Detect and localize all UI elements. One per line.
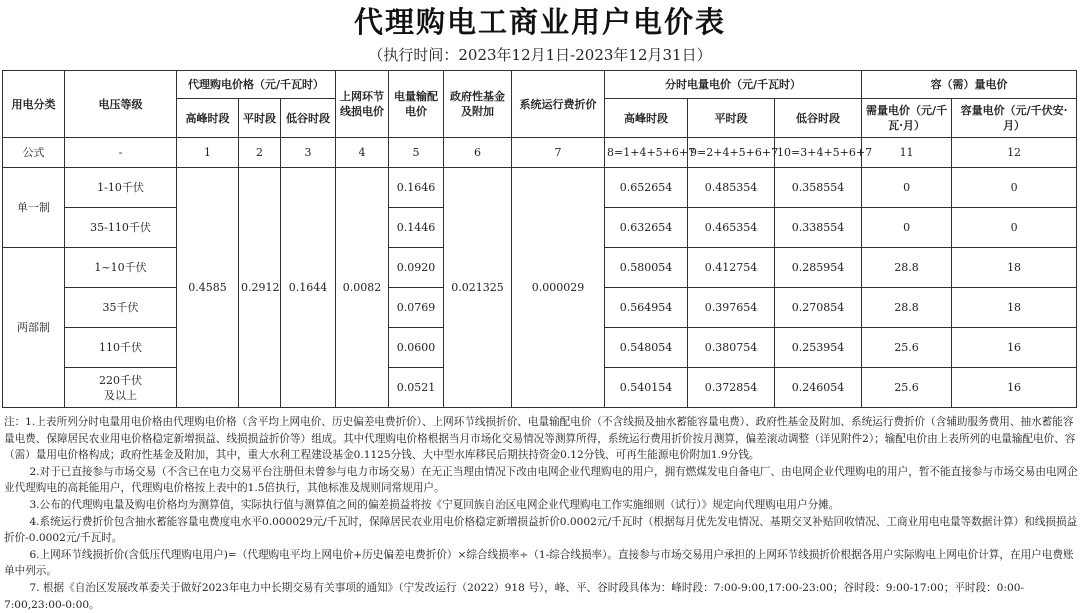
header-agency-peak: 高峰时段 — [177, 99, 239, 138]
tou-peak-cell: 0.564954 — [605, 288, 688, 328]
voltage-cell: 110千伏 — [65, 328, 177, 368]
table-row — [3, 168, 1077, 208]
tou-peak-cell: 0.580054 — [605, 248, 688, 288]
formula-cell: 3 — [281, 138, 336, 168]
tou-valley-cell: 0.270854 — [775, 288, 862, 328]
note-3: 3.公布的代理购电量及购电价格均为测算值，实际执行值与测算值之间的偏差损益将按《宁夏回族自治区电网企业代理购电工作实施细则（试行）》规定向代理购电用户分摊。 — [29, 498, 840, 511]
formula-cell: 12 — [952, 138, 1077, 168]
transmission-cell: 0.0521 — [389, 368, 444, 408]
transmission-cell: 0.0600 — [389, 328, 444, 368]
system-fee-cell: 0.000029 — [512, 168, 605, 408]
tou-peak-cell: 0.652654 — [605, 168, 688, 208]
formula-cell: 9=2+4+5+6+7 — [688, 138, 775, 168]
transmission-cell: 0.1646 — [389, 168, 444, 208]
tou-peak-cell: 0.540154 — [605, 368, 688, 408]
header-category: 用电分类 — [3, 71, 65, 138]
capacity-cell: 18 — [952, 288, 1077, 328]
grid-loss-cell: 0.0082 — [336, 168, 389, 408]
tou-flat-cell: 0.412754 — [688, 248, 775, 288]
voltage-cell: 35-110千伏 — [65, 208, 177, 248]
demand-cell: 28.8 — [862, 288, 952, 328]
transmission-cell: 0.0769 — [389, 288, 444, 328]
note-4: 4.系统运行费折价包含抽水蓄能容量电费度电水平0.000029元/千瓦时，保障居民农业用电价格稳定新增损益折价0.0002元/千瓦时（根据每月优先发电情况、基期交叉补贴回收情况、工商业用电电量等数据计算）和线损损益折价-0.0002元/千瓦时。 — [4, 515, 1078, 545]
header-agency-flat: 平时段 — [239, 99, 281, 138]
tou-flat-cell: 0.372854 — [688, 368, 775, 408]
capacity-cell: 0 — [952, 168, 1077, 208]
header-demand-price: 需量电价（元/千瓦·月） — [862, 99, 952, 138]
formula-label: 公式 — [3, 138, 65, 168]
demand-cell: 25.6 — [862, 368, 952, 408]
header-tou-valley: 低谷时段 — [775, 99, 862, 138]
header-tou-peak: 高峰时段 — [605, 99, 688, 138]
header-voltage: 电压等级 — [65, 71, 177, 138]
formula-cell: 7 — [512, 138, 605, 168]
formula-cell: 4 — [336, 138, 389, 168]
note-2: 2.对于已直接参与市场交易（不含已在电力交易平台注册但未曾参与电力市场交易）在无正当理由情况下改由电网企业代理购电的用户，拥有燃煤发电自备电厂、由电网企业代理购电的用户，暂不能直接参与市场交易由电网企业代理购电的高耗能用户，代理购电价格按上表中的1.5倍执行，其他标准及规则同常规用户。 — [4, 465, 1078, 495]
header-agency-price: 代理购电价格（元/千瓦时） — [177, 71, 336, 99]
tou-flat-cell: 0.485354 — [688, 168, 775, 208]
transmission-cell: 0.0920 — [389, 248, 444, 288]
header-tou-price: 分时电量电价（元/千瓦时） — [605, 71, 862, 99]
capacity-cell: 0 — [952, 208, 1077, 248]
effective-period: （执行时间：2023年12月1日-2023年12月31日） — [368, 46, 712, 64]
tou-valley-cell: 0.358554 — [775, 168, 862, 208]
tou-valley-cell: 0.285954 — [775, 248, 862, 288]
header-system-fee: 系统运行费折价 — [512, 71, 605, 138]
tou-peak-cell: 0.632654 — [605, 208, 688, 248]
formula-cell: 11 — [862, 138, 952, 168]
formula-cell: 2 — [239, 138, 281, 168]
tou-valley-cell: 0.246054 — [775, 368, 862, 408]
tou-flat-cell: 0.397654 — [688, 288, 775, 328]
header-capacity-price: 容量电价（元/千伏安·月） — [952, 99, 1077, 138]
header-grid-loss: 上网环节线损电价 — [336, 71, 389, 138]
tou-flat-cell: 0.465354 — [688, 208, 775, 248]
note-1: 注：1.上表所列分时电量用电价格由代理购电价格（含平均上网电价、历史偏差电费折价）、上网环节线损折价、电量输配电价（不含线损及抽水蓄能容量电费）、政府性基金及附加、系统运行费折价（含辅助服务费用、抽水蓄能容量电费、保障居民农业用电价格稳定新增损益、线损损益折价等）组成。其中代理购电价格根据当月市场化交易情况等测算所得，系统运行费用折价按月测算，偏差滚动调整（详见附件2）；输配电价由上表所列的电量输配电价、容（需）量用电价格构成；政府性基金及附加，其中，重大水利工程建设基金0.1125分钱、大中型水库移民后期扶持资金0.12分钱、可再生能源电价附加1.9分钱。 — [4, 416, 1076, 462]
capacity-cell: 16 — [952, 328, 1077, 368]
notes-section — [4, 414, 1078, 613]
demand-cell: 0 — [862, 168, 952, 208]
formula-cell: 10=3+4+5+6+7 — [775, 138, 862, 168]
formula-cell: 6 — [444, 138, 512, 168]
agency-flat-cell: 0.2912 — [239, 168, 281, 408]
formula-row — [3, 138, 1077, 168]
header-capacity: 容（需）量电价 — [862, 71, 1077, 99]
tariff-table — [2, 70, 1077, 408]
tou-valley-cell: 0.253954 — [775, 328, 862, 368]
tou-peak-cell: 0.548054 — [605, 328, 688, 368]
formula-cell: 1 — [177, 138, 239, 168]
formula-cell: 8=1+4+5+6+7 — [605, 138, 688, 168]
capacity-cell: 18 — [952, 248, 1077, 288]
voltage-cell: 220千伏及以上 — [65, 368, 177, 408]
agency-valley-cell: 0.1644 — [281, 168, 336, 408]
demand-cell: 28.8 — [862, 248, 952, 288]
note-7: 7. 根据《自治区发展改革委关于做好2023年电力中长期交易有关事项的通知》（宁发改运行（2022）918 号），峰、平、谷时段具体为：峰时段：7:00-9:00,17:00-23:00；谷时段：9:00-17:00；平时段：0:00-7:00,23:00-0:00。 — [4, 581, 1025, 611]
category-two-part: 两部制 — [3, 248, 65, 408]
voltage-cell: 1~10千伏 — [65, 248, 177, 288]
formula-voltage: - — [65, 138, 177, 168]
header-gov-fund: 政府性基金及附加 — [444, 71, 512, 138]
category-single: 单一制 — [3, 168, 65, 248]
demand-cell: 25.6 — [862, 328, 952, 368]
agency-peak-cell: 0.4585 — [177, 168, 239, 408]
note-6: 6.上网环节线损折价(含低压代理购电用户)=（代理购电平均上网电价+历史偏差电费折价）×综合线损率÷（1-综合线损率）。直接参与市场交易用户承担的上网环节线损折价根据各用户实际购电上网电价计算，在用户电费账单中列示。 — [4, 548, 1074, 578]
transmission-cell: 0.1446 — [389, 208, 444, 248]
tou-valley-cell: 0.338554 — [775, 208, 862, 248]
capacity-cell: 16 — [952, 368, 1077, 408]
tou-flat-cell: 0.380754 — [688, 328, 775, 368]
header-transmission: 电量输配电价 — [389, 71, 444, 138]
header-agency-valley: 低谷时段 — [281, 99, 336, 138]
header-tou-flat: 平时段 — [688, 99, 775, 138]
voltage-cell: 35千伏 — [65, 288, 177, 328]
gov-fund-cell: 0.021325 — [444, 168, 512, 408]
page-title: 代理购电工商业用户电价表 — [353, 5, 726, 39]
formula-cell: 5 — [389, 138, 444, 168]
demand-cell: 0 — [862, 208, 952, 248]
voltage-cell: 1-10千伏 — [65, 168, 177, 208]
